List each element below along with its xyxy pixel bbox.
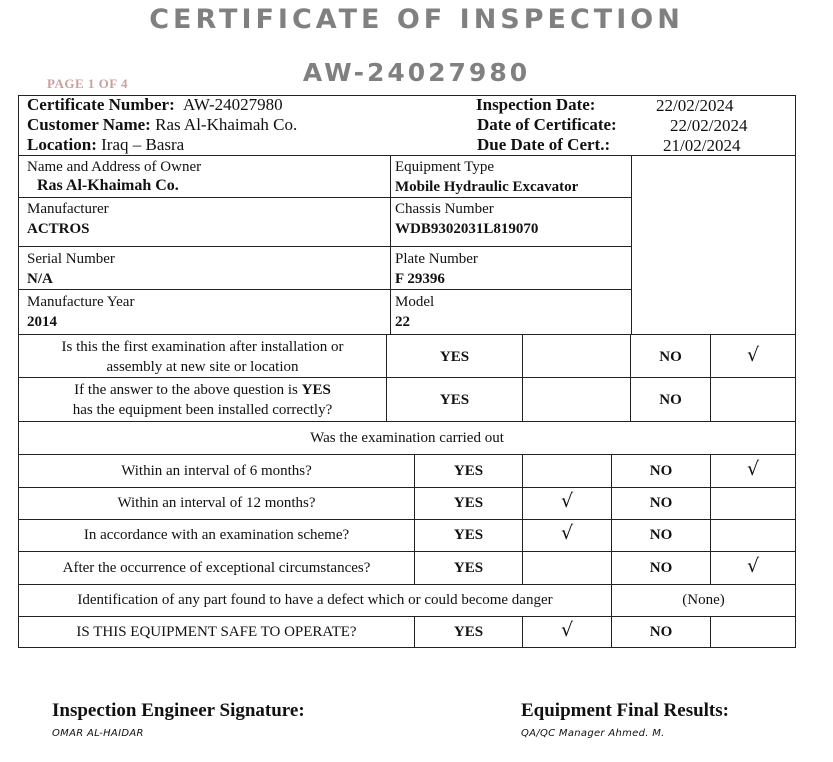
q4-text: Within an interval of 12 months?	[117, 495, 316, 511]
q8-no-label: NO	[649, 624, 673, 640]
q1-yes-label: YES	[439, 349, 470, 365]
due-date-value: 21/02/2024	[663, 136, 741, 155]
certificate-code: AW-24027980	[302, 58, 531, 87]
customer-label: Customer Name:	[27, 115, 151, 134]
q6-no-label: NO	[649, 560, 673, 576]
q3-yes-label: YES	[453, 463, 484, 479]
year-label: Manufacture Year	[27, 294, 135, 310]
q5-no-label: NO	[649, 527, 673, 543]
location-label: Location:	[27, 135, 97, 154]
date-of-cert-label: Date of Certificate:	[477, 115, 617, 134]
engineer-signature-label: Inspection Engineer Signature:	[52, 700, 305, 721]
engineer-signature-name: OMAR AL-HAIDAR	[52, 728, 144, 739]
q4-yes-check-icon: √	[560, 490, 574, 512]
q6-yes-label: YES	[453, 560, 484, 576]
page-label: PAGE 1 OF 4	[47, 76, 128, 91]
inspection-date-value: 22/02/2024	[656, 96, 734, 115]
q5-yes-check-icon: √	[560, 522, 574, 544]
location-row	[27, 136, 184, 154]
q6-text: After the occurrence of exceptional circumstances?	[62, 560, 371, 576]
final-results-label: Equipment Final Results:	[521, 700, 729, 721]
q3-no-check-icon: √	[746, 458, 760, 480]
certificate-title: CERTIFICATE OF INSPECTION	[149, 4, 684, 35]
q7-value: (None)	[682, 592, 725, 608]
cert-number-label: Certificate Number:	[27, 95, 175, 114]
q2-line1-text: If the answer to the above question is	[74, 382, 302, 398]
chassis-label: Chassis Number	[395, 201, 494, 217]
q4-no-label: NO	[649, 495, 673, 511]
q2-line1	[19, 381, 386, 399]
q4-yes-label: YES	[453, 495, 484, 511]
exam-header: Was the examination carried out	[310, 430, 504, 446]
q1-line2: assembly at new site or location	[106, 359, 299, 375]
q7-text: Identification of any part found to have a defect which or could become danger	[77, 592, 553, 608]
owner-label: Name and Address of Owner	[27, 159, 202, 175]
plate-label: Plate Number	[395, 251, 478, 267]
equipment-type-value: Mobile Hydraulic Excavator	[395, 179, 579, 195]
manufacturer-value: ACTROS	[27, 221, 90, 237]
q1-no-check-icon: √	[746, 344, 760, 366]
model-value: 22	[395, 314, 410, 330]
q5-text: In accordance with an examination scheme?	[83, 527, 350, 543]
manufacturer-label: Manufacturer	[27, 201, 109, 217]
year-value: 2014	[27, 314, 57, 330]
q5-yes-label: YES	[453, 527, 484, 543]
q6-no-check-icon: √	[746, 555, 760, 577]
q1-line1: Is this the first examination after installation or	[61, 339, 344, 355]
serial-value: N/A	[27, 271, 53, 287]
plate-value: F 29396	[395, 271, 445, 287]
inspection-date-label: Inspection Date:	[476, 95, 596, 114]
due-date-label: Due Date of Cert.:	[477, 135, 611, 154]
q2-no-label: NO	[659, 392, 682, 408]
q1-no-label: NO	[659, 349, 682, 365]
q8-text: IS THIS EQUIPMENT SAFE TO OPERATE?	[76, 624, 357, 640]
cert-number-value: AW-24027980	[183, 95, 283, 114]
q2-line2: has the equipment been installed correctly?	[72, 402, 333, 418]
q8-yes-check-icon: √	[560, 619, 574, 641]
final-results-value: QA/QC Manager Ahmed. M.	[521, 728, 665, 739]
q3-no-label: NO	[649, 463, 673, 479]
customer-row	[27, 116, 297, 134]
location-value: Iraq – Basra	[101, 135, 185, 154]
date-of-cert-value: 22/02/2024	[670, 116, 748, 135]
cert-number-row	[27, 96, 283, 114]
q3-text: Within an interval of 6 months?	[121, 463, 312, 479]
q2-yes-label: YES	[439, 392, 470, 408]
equipment-type-label: Equipment Type	[395, 159, 495, 175]
owner-value: Ras Al-Khaimah Co.	[37, 177, 179, 194]
chassis-value: WDB9302031L819070	[395, 221, 539, 237]
q8-yes-label: YES	[453, 624, 484, 640]
model-label: Model	[395, 294, 435, 310]
q2-line1-yes: YES	[301, 382, 331, 398]
customer-value: Ras Al-Khaimah Co.	[155, 115, 298, 134]
serial-label: Serial Number	[27, 251, 115, 267]
